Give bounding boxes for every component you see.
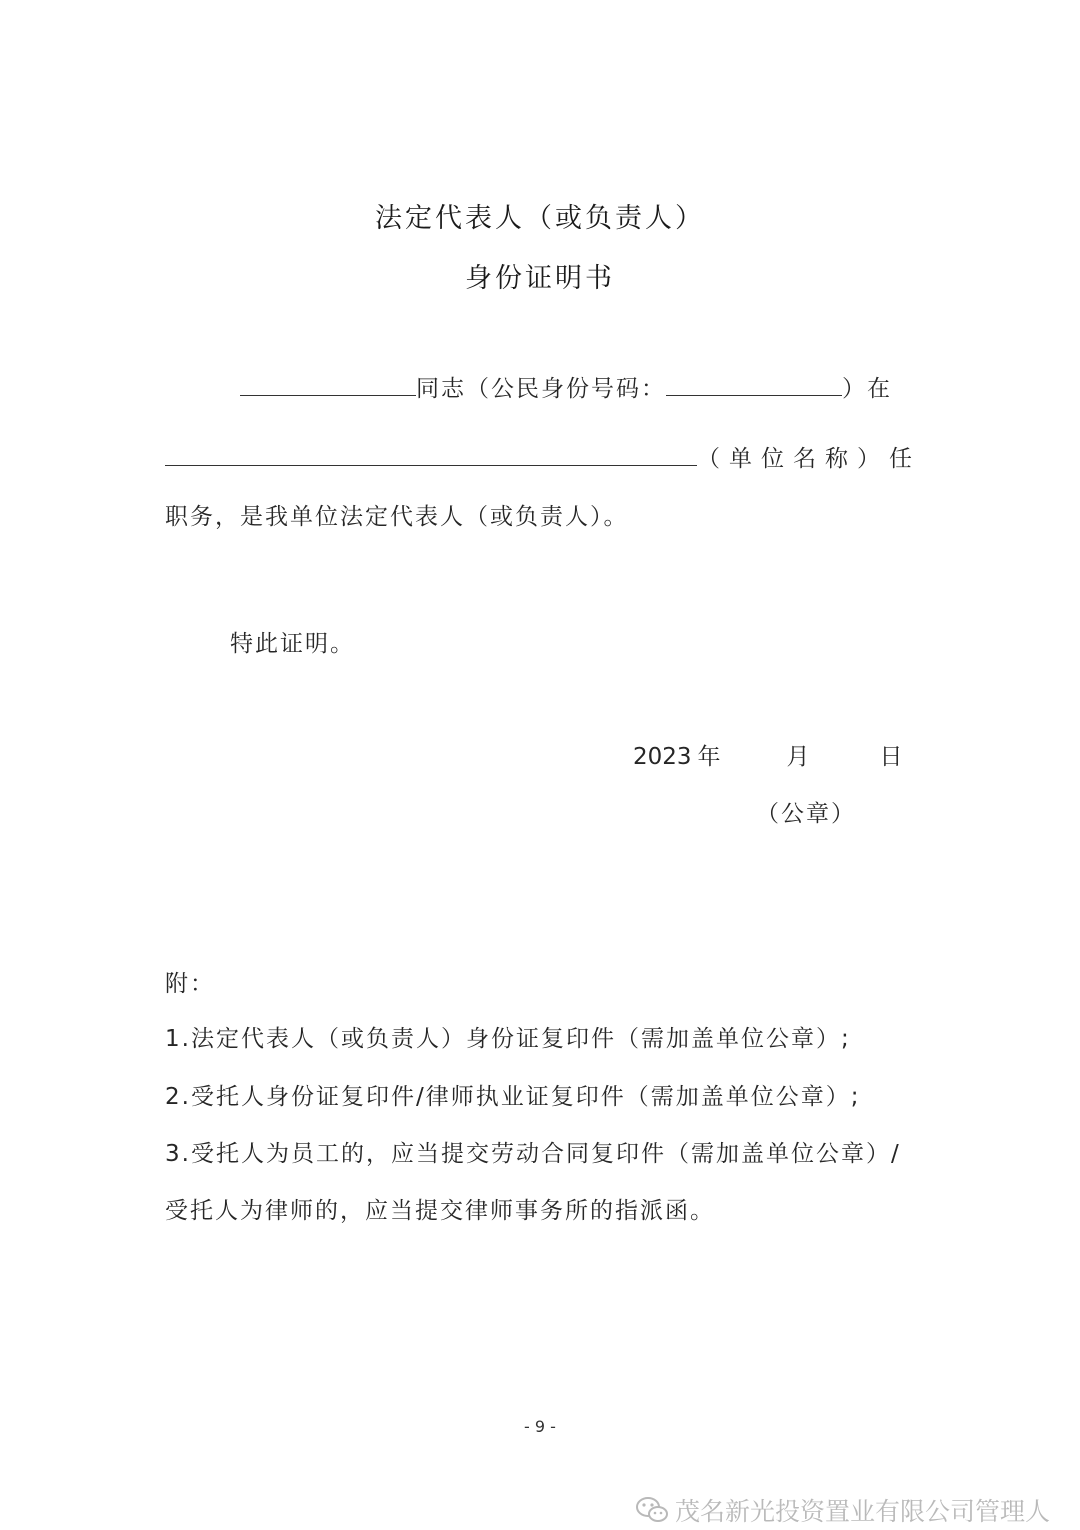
name-blank[interactable]: [240, 371, 416, 396]
date-day-label: 日: [879, 744, 903, 770]
watermark: [635, 1492, 1050, 1528]
date-year: 2023: [633, 744, 692, 770]
comrade-label: 同志（公民身份号码：: [416, 376, 666, 402]
attachment-item-3-line1: 3.受托人为员工的，应当提交劳动合同复印件（需加盖单位公章）/: [165, 1141, 901, 1167]
unit-name-label: （单位名称）任: [697, 446, 921, 472]
attachment-item-1: 1.法定代表人（或负责人）身份证复印件（需加盖单位公章）;: [165, 1026, 851, 1052]
page-number: - 9 -: [524, 1417, 556, 1436]
date-line: [633, 738, 903, 771]
date-month-label: 月: [786, 744, 810, 770]
wechat-icon: [635, 1496, 669, 1524]
document-title-line2: 身份证明书: [465, 263, 615, 294]
paragraph-line1: [240, 370, 892, 403]
id-number-blank[interactable]: [666, 371, 842, 396]
unit-name-blank[interactable]: [165, 441, 697, 466]
paragraph-line3: 职务，是我单位法定代表人（或负责人）。: [165, 504, 629, 530]
at-label: ）在: [842, 376, 892, 402]
certify-text: 特此证明。: [230, 631, 355, 657]
seal-label: （公章）: [756, 801, 856, 827]
date-year-label: 年: [697, 744, 721, 770]
paragraph-line2: [165, 440, 921, 473]
attachment-item-3-line2: 受托人为律师的，应当提交律师事务所的指派函。: [165, 1198, 715, 1224]
attachment-item-2: 2.受托人身份证复印件/律师执业证复印件（需加盖单位公章）;: [165, 1084, 861, 1110]
document-title-line1: 法定代表人（或负责人）: [375, 203, 705, 234]
watermark-text: 茂名新光投资置业有限公司管理人: [674, 1497, 1050, 1526]
attachments-heading: 附：: [165, 971, 215, 997]
